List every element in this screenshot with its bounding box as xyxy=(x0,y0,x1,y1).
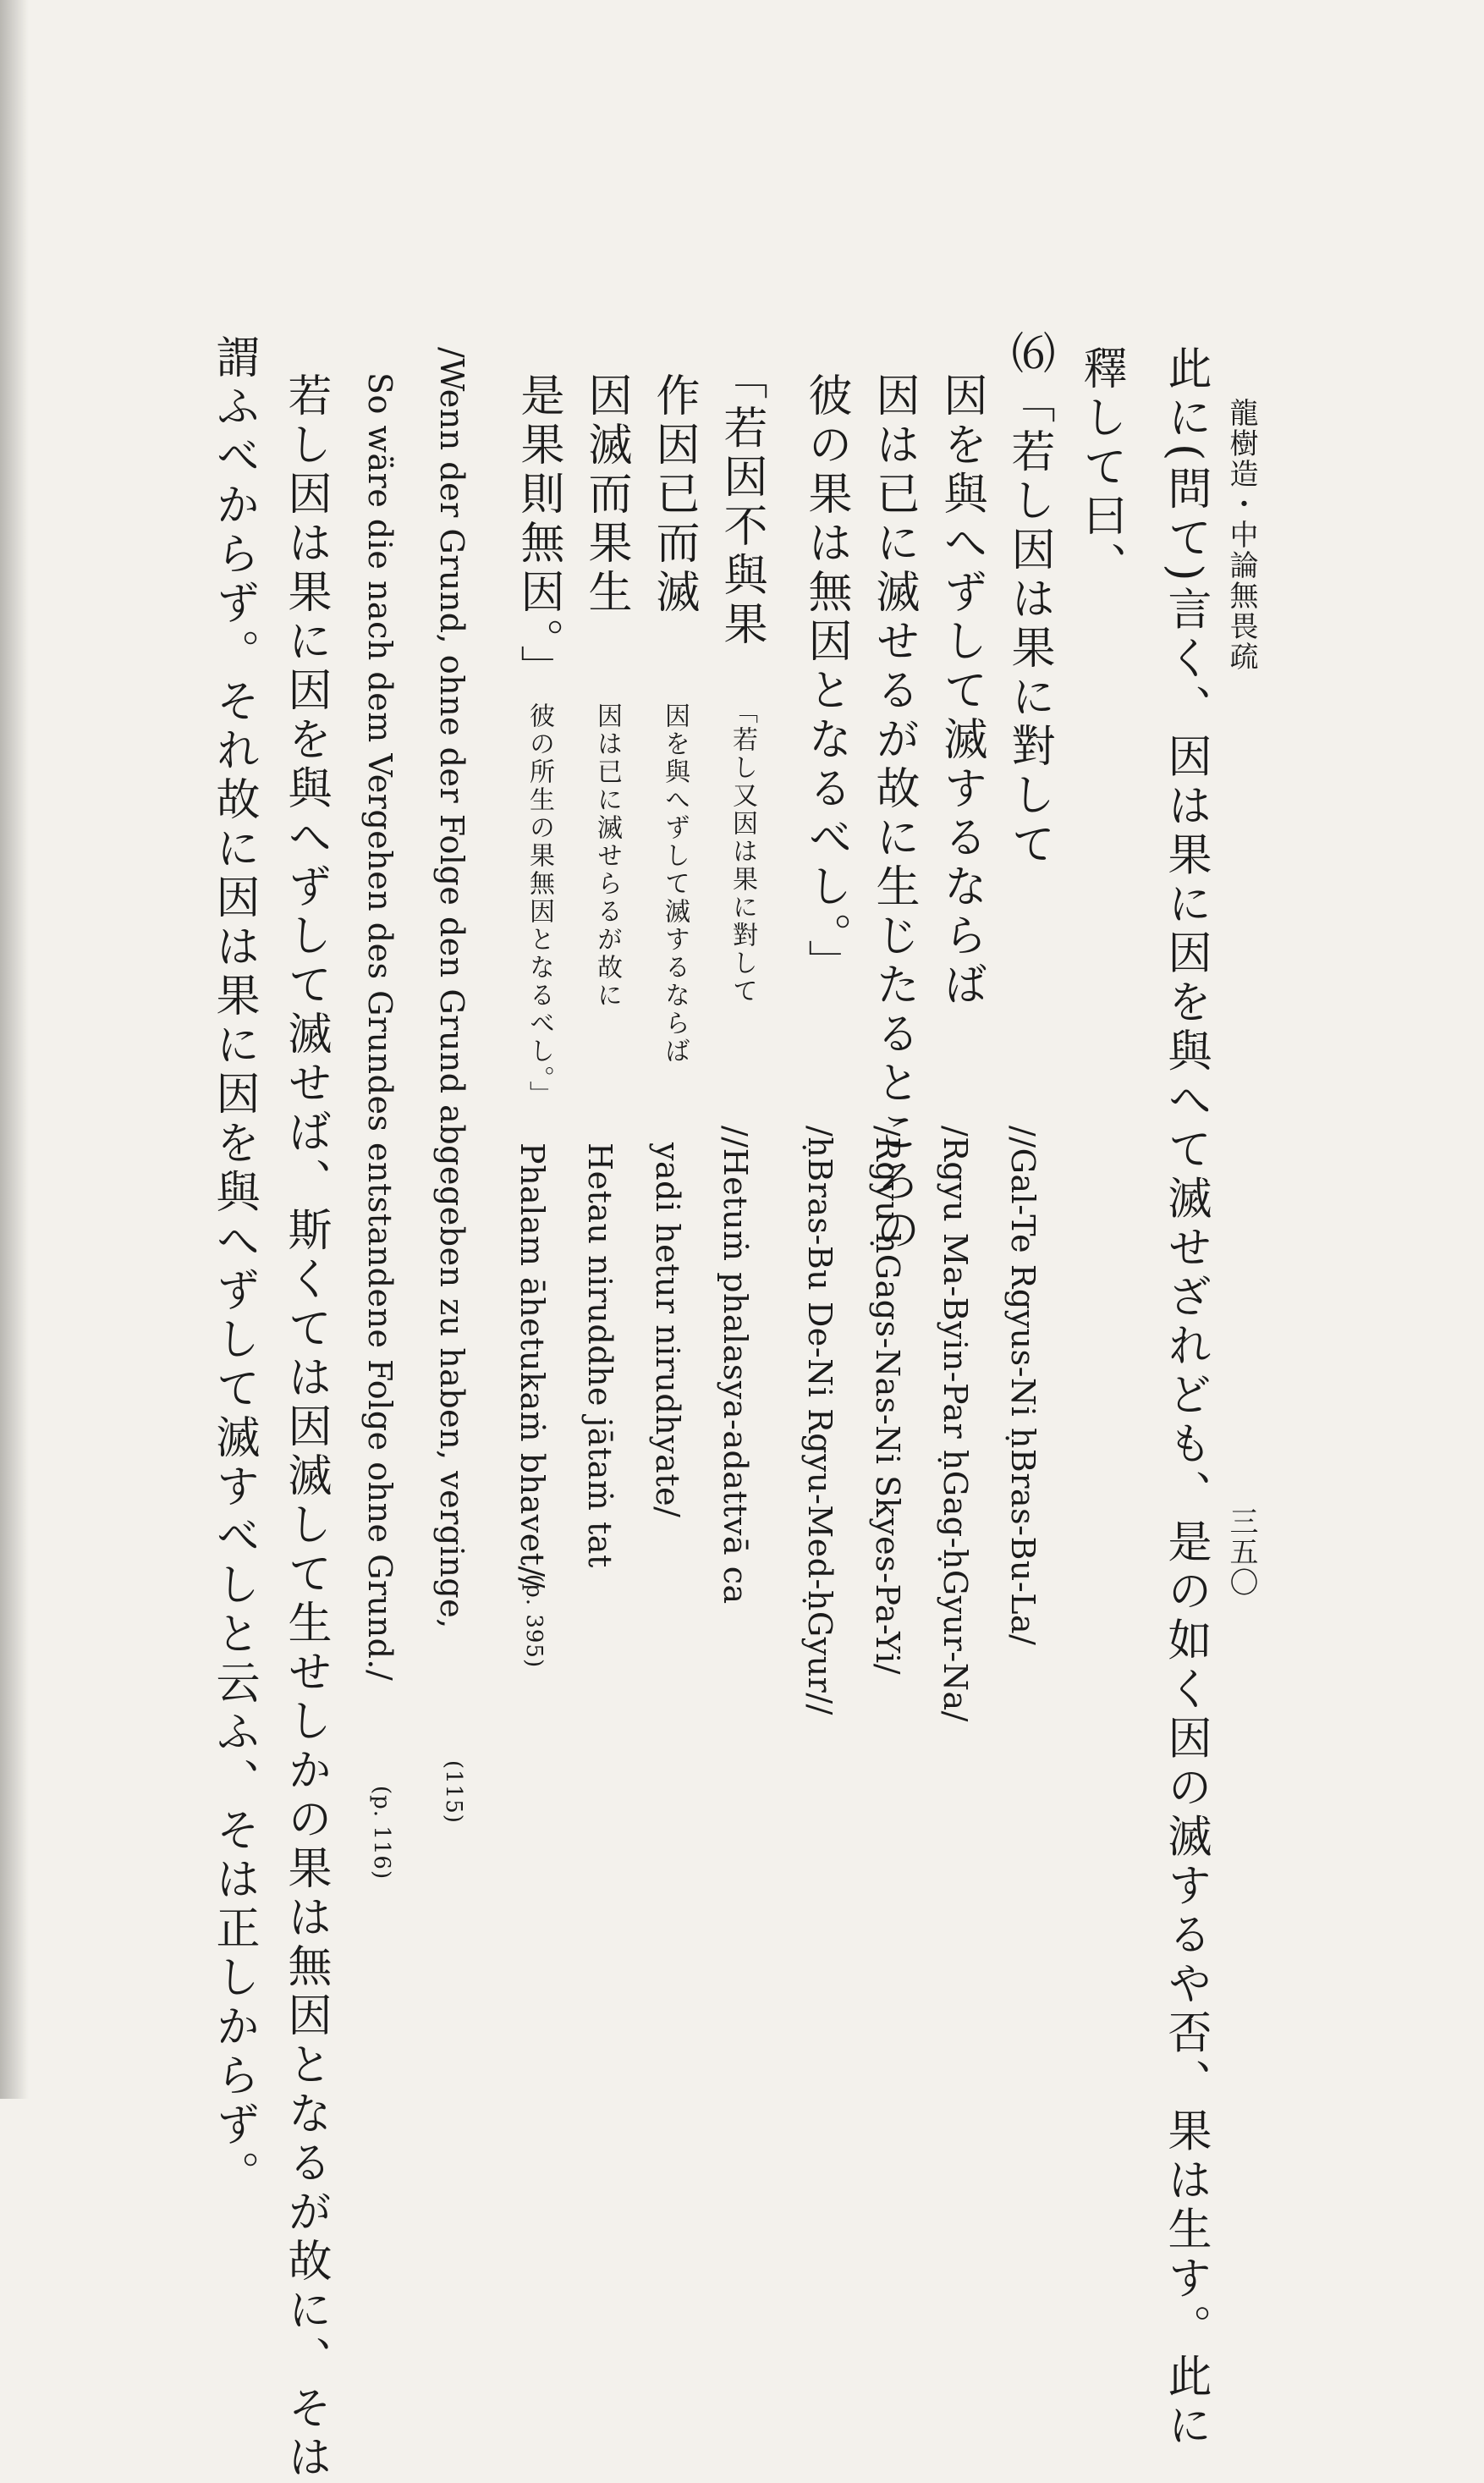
prose-line-last-1: 若し因は果に因を與へずして滅せば、斯くては因滅して生せしかの果は無因となるが故に、そは xyxy=(280,372,331,2483)
verse2-ch-line-2: 作因已而滅 xyxy=(648,372,699,618)
german-line-2: So wäre die nach dem Vergehen des Grundes entstandene Folge ohne Grund./ xyxy=(361,372,398,1682)
verse2-skt-line-4: Phalam āhetukaṁ bhavet// xyxy=(514,1142,551,1589)
verse2-skt-ref: (p. 395) xyxy=(521,1574,547,1669)
verse1-tib-line-3: /Rgyu ḥGags-Nas-Ni Skyes-Pa-Yi/ xyxy=(869,1126,906,1676)
verse2-skt-line-1: //Hetuṁ phalasya-adattvā ca xyxy=(717,1126,754,1605)
prose-line-last-2: 謂ふべからず。それ故に因は果に因を與へずして滅すべしと云ふ、そは正しからず。 xyxy=(208,334,259,2199)
page-number: 三五〇 xyxy=(1224,1506,1258,1598)
verse2-gloss-line-4: 彼の所生の果無因となるべし。」 xyxy=(525,702,554,1109)
running-title: 龍樹造・中論無畏疏 xyxy=(1224,398,1258,672)
german-line-2-ref: (p. 116) xyxy=(369,1786,394,1880)
verse2-gloss-line-3: 因は已に滅せらるが故に xyxy=(592,702,622,1010)
verse2-ch-line-4: 是果則無因。」 xyxy=(513,372,563,694)
verse2-skt-line-3: Hetau niruddhe jātaṁ tat xyxy=(581,1142,618,1568)
verse1-jp-line-2: 因を與へずして滅するならば xyxy=(936,372,987,1010)
verse2-skt-line-2: yadi hetur nirudhyate/ xyxy=(649,1142,686,1518)
german-line-1-ref: (115) xyxy=(441,1760,466,1824)
verse1-tib-line-4: /ḥBras-Bu De-Ni Rgyu-Med-ḥGyur// xyxy=(801,1126,838,1715)
verse2-gloss-line-2: 因を與へずして滅するならば xyxy=(660,702,690,1065)
verse2-ch-line-3: 因滅而果生 xyxy=(580,372,631,618)
german-line-1: /Wenn der Grund, ohne der Folge den Grund abgegeben zu haben, verginge, xyxy=(433,347,470,1629)
verse2-ch-line-1: 「若因不與果 xyxy=(716,355,767,650)
verse1-jp-line-3: 因は已に滅せるが故に生じたるところの xyxy=(868,372,919,1256)
verse1-jp-line-4: 彼の果は無因となるべし。」 xyxy=(800,372,851,988)
verse1-tib-line-1: //Gal-Te Rgyus-Ni ḥBras-Bu-La/ xyxy=(1004,1126,1042,1646)
verse1-tib-line-2: /Rgyu Ma-Byin-Par ḥGag-ḥGyur-Na/ xyxy=(937,1126,974,1722)
prose-line-2: 釋して曰、 xyxy=(1075,345,1126,591)
verse1-jp-line-1: ⑹「若し因は果に對して xyxy=(1003,330,1054,870)
prose-line-1: 此に(問て)言く、因は果に因を與へて滅せざれども、是の如く因の滅するや否、果は生す。此に xyxy=(1160,345,1211,2452)
verse2-gloss-line-1: 「若し又因は果に對して xyxy=(728,698,757,1005)
scan-edge xyxy=(0,0,29,2099)
